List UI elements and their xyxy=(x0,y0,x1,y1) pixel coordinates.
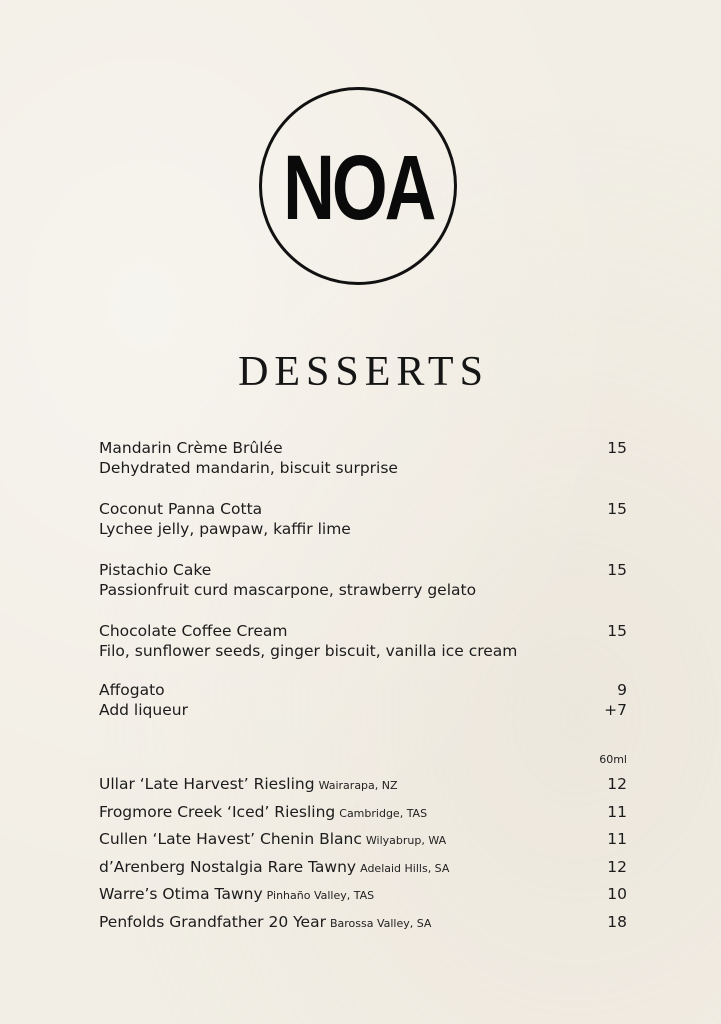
wine-price: 10 xyxy=(607,885,627,904)
wine-name: Cullen ‘Late Havest’ Chenin Blanc xyxy=(99,830,362,849)
wine-item xyxy=(99,774,627,802)
wine-name: Warre’s Otima Tawny xyxy=(99,885,263,904)
wine-price: 18 xyxy=(607,912,627,931)
dessert-price: 15 xyxy=(607,622,627,640)
wine-name: Frogmore Creek ‘Iced’ Riesling xyxy=(99,802,336,821)
wine-item xyxy=(99,829,627,857)
page-title: DESSERTS xyxy=(238,349,489,395)
wine-region: Barossa Valley, SA xyxy=(329,916,432,930)
wine-name: Penfolds Grandfather 20 Year xyxy=(99,912,326,931)
wine-item xyxy=(99,857,627,885)
dessert-name: Coconut Panna Cotta xyxy=(99,500,263,518)
wine-region: Pinhaño Valley, TAS xyxy=(266,889,375,903)
wine-region: Adelaid Hills, SA xyxy=(360,861,450,875)
dessert-name: Pistachio Cake xyxy=(99,561,212,579)
wine-name: d’Arenberg Nostalgia Rare Tawny xyxy=(99,857,357,876)
dessert-name: Affogato xyxy=(99,681,165,699)
noa-logo xyxy=(259,87,457,285)
dessert-item xyxy=(99,680,627,720)
dessert-price: 15 xyxy=(607,500,627,518)
dessert-name: Mandarin Crème Brûlée xyxy=(99,439,283,457)
wine-price: 12 xyxy=(607,857,627,876)
serving-size-label: 60ml xyxy=(599,753,627,766)
wine-item xyxy=(99,802,627,830)
wine-price: 12 xyxy=(607,775,627,793)
wine-region: Wilyabrup, WA xyxy=(365,834,447,848)
dessert-price: 15 xyxy=(607,439,627,457)
dessert-name: Chocolate Coffee Cream xyxy=(99,622,288,640)
dessert-description: Dehydrated mandarin, biscuit surprise xyxy=(99,459,398,477)
dessert-description: Filo, sunflower seeds, ginger biscuit, vanilla ice cream xyxy=(99,642,518,660)
dessert-item xyxy=(99,438,627,478)
dessert-description: Passionfruit curd mascarpone, strawberry gelato xyxy=(99,581,477,599)
dessert-item xyxy=(99,499,627,539)
dessert-price: 15 xyxy=(607,561,627,579)
dessert-item xyxy=(99,560,627,600)
dessert-price: 9 xyxy=(617,681,627,699)
logo-text: NOA xyxy=(282,137,434,239)
wine-price: 11 xyxy=(607,802,627,821)
wine-price: 11 xyxy=(607,830,627,849)
dessert-wines-list xyxy=(99,752,627,940)
wine-region: Cambridge, TAS xyxy=(339,806,428,820)
wine-name: Ullar ‘Late Harvest’ Riesling xyxy=(99,775,315,793)
dessert-description: Add liqueur xyxy=(99,701,188,719)
dessert-item xyxy=(99,621,627,661)
wine-region: Wairarapa, NZ xyxy=(318,779,398,792)
wine-item xyxy=(99,912,627,940)
wine-item xyxy=(99,884,627,912)
desserts-list xyxy=(99,438,627,720)
addon-price: +7 xyxy=(604,701,627,719)
dessert-description: Lychee jelly, pawpaw, kaffir lime xyxy=(99,520,351,538)
